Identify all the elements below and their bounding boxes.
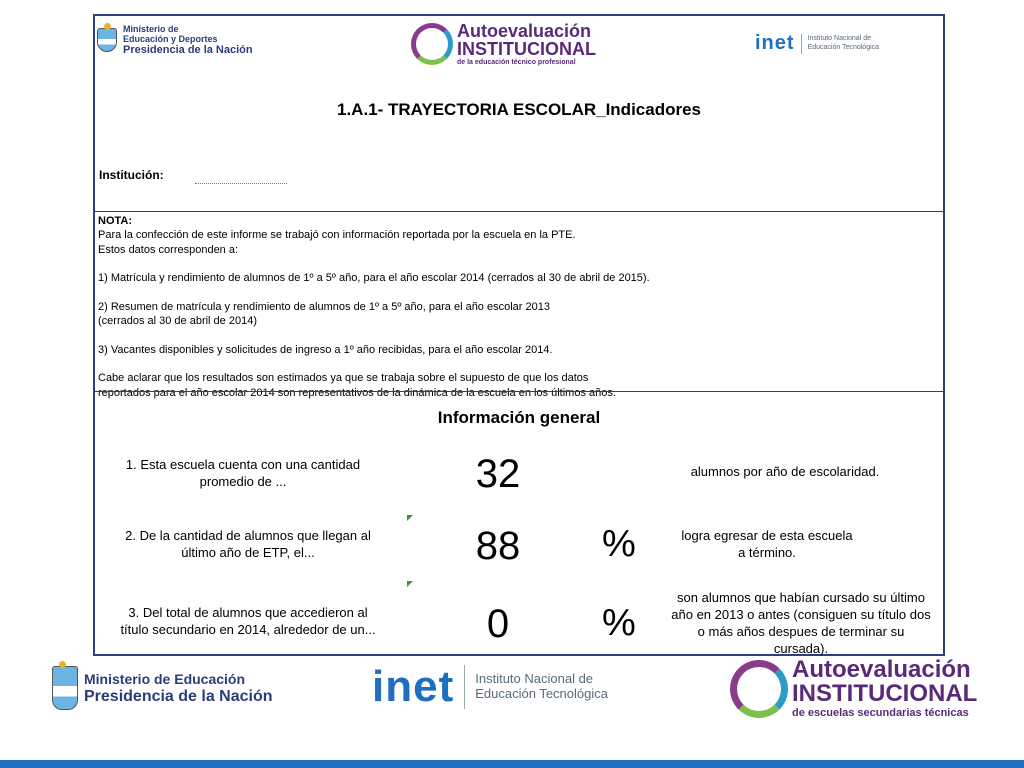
footer-ae-subtitle: INSTITUCIONAL bbox=[792, 680, 978, 707]
footer-ae-tagline: de escuelas secundarias técnicas bbox=[792, 707, 969, 719]
after-3-line3: o más años despues de terminar su bbox=[697, 624, 905, 639]
autoevaluacion-logo bbox=[411, 22, 596, 66]
ministry-small-line2: Educación y Deportes bbox=[123, 34, 218, 44]
after-2-line2: a término. bbox=[738, 545, 796, 560]
nota-heading: NOTA: bbox=[98, 215, 133, 227]
footer-inet-separator bbox=[464, 665, 465, 709]
institution-field[interactable] bbox=[195, 183, 287, 184]
section-title-general: Información general bbox=[437, 408, 601, 427]
ministry-logo bbox=[97, 24, 253, 55]
footer-ae-title: Autoevaluación bbox=[792, 656, 971, 683]
question-1 bbox=[95, 456, 391, 490]
footer-inet-line1: Instituto Nacional de bbox=[475, 671, 594, 687]
nota-body: Para la confección de este informe se trabajó con información reportada por la escuela en la PTE. Estos datos corresponden a: 1) Matrícula y rendimiento de alumnos de 1º a 5º año, para el año escolar 2014 (cerrados al 30 de abril de 2015). 2) Resumen de matrícula y rendimiento de alumnos de 1º a 5º año, para el año escolar 2013 (cerrados al 30 de abril de 2014) 3) Vacantes disponibles y solicitudes de ingreso a 1º año recibidas, para el año escolar 2014. Cabe aclarar que los resultados son estimados ya que se trabaja sobre el supuesto de que los datos reportados para el año escolar 2014 son representativos de la dinámica de la escuela en los últimos años. bbox=[98, 229, 650, 399]
after-text-1 bbox=[650, 463, 920, 480]
inet-line1: Instituto Nacional de bbox=[807, 35, 871, 43]
question-3-line1: 3. Del total de alumnos que accedieron al bbox=[128, 605, 368, 620]
footer-ministry-line2: Presidencia de la Nación bbox=[84, 688, 273, 705]
percent-sign-3: % bbox=[602, 602, 636, 644]
value-3: 0 bbox=[486, 602, 510, 646]
swirl-icon bbox=[411, 23, 453, 65]
footer-inet-logo bbox=[372, 662, 608, 712]
value-1: 32 bbox=[475, 452, 521, 496]
ministry-small-line1: Ministerio de bbox=[123, 24, 179, 34]
after-3-line1: son alumnos que habían cursado su último bbox=[677, 590, 925, 605]
value-2: 88 bbox=[475, 524, 521, 568]
divider-top bbox=[95, 211, 943, 212]
footer-ministry-logo bbox=[52, 666, 273, 710]
percent-sign-2: % bbox=[602, 523, 636, 565]
inet-word: inet bbox=[755, 32, 795, 54]
bottom-bar bbox=[0, 760, 1024, 768]
institution-label: Institución: bbox=[99, 168, 164, 182]
question-3 bbox=[95, 604, 401, 638]
after-1-line1: alumnos por año de escolaridad. bbox=[690, 464, 880, 479]
question-1-line2: promedio de ... bbox=[199, 474, 287, 489]
indicator-mark-icon bbox=[407, 515, 413, 521]
after-text-2 bbox=[657, 527, 877, 561]
ministry-big-line: Presidencia de la Nación bbox=[123, 44, 253, 56]
question-2-line2: último año de ETP, el... bbox=[181, 545, 315, 560]
after-text-3 bbox=[655, 589, 947, 657]
after-3-line4: cursada). bbox=[773, 641, 829, 656]
footer-ministry-line1: Ministerio de Educación bbox=[84, 671, 246, 687]
question-1-line1: 1. Esta escuela cuenta con una cantidad bbox=[125, 457, 361, 472]
footer-autoevaluacion-logo bbox=[730, 658, 977, 719]
indicator-mark-icon bbox=[407, 581, 413, 587]
ae-tagline: de la educación técnico profesional bbox=[457, 59, 576, 66]
after-2-line1: logra egresar de esta escuela bbox=[681, 528, 853, 543]
page-title: 1.A.1- TRAYECTORIA ESCOLAR_Indicadores bbox=[336, 100, 701, 119]
footer-inet-line2: Educación Tecnológica bbox=[475, 686, 608, 701]
footer-swirl-icon bbox=[730, 660, 788, 718]
ae-title: Autoevaluación bbox=[457, 21, 592, 41]
divider-middle bbox=[95, 391, 943, 392]
footer-national-shield-icon bbox=[52, 666, 78, 710]
inet-logo bbox=[755, 32, 879, 55]
after-3-line2: año en 2013 o antes (consiguen su título dos bbox=[671, 607, 931, 622]
national-shield-icon bbox=[97, 28, 117, 52]
inet-separator bbox=[801, 34, 802, 54]
ae-subtitle: INSTITUCIONAL bbox=[457, 39, 596, 59]
report-frame bbox=[93, 14, 945, 656]
footer-inet-word: inet bbox=[372, 662, 455, 711]
question-2-line1: 2. De la cantidad de alumnos que llegan al bbox=[125, 528, 371, 543]
question-2 bbox=[95, 527, 401, 561]
inet-line2: Educación Tecnológica bbox=[807, 43, 880, 51]
question-3-line2: título secundario en 2014, alrededor de un... bbox=[120, 622, 376, 637]
nota-block bbox=[98, 214, 943, 400]
